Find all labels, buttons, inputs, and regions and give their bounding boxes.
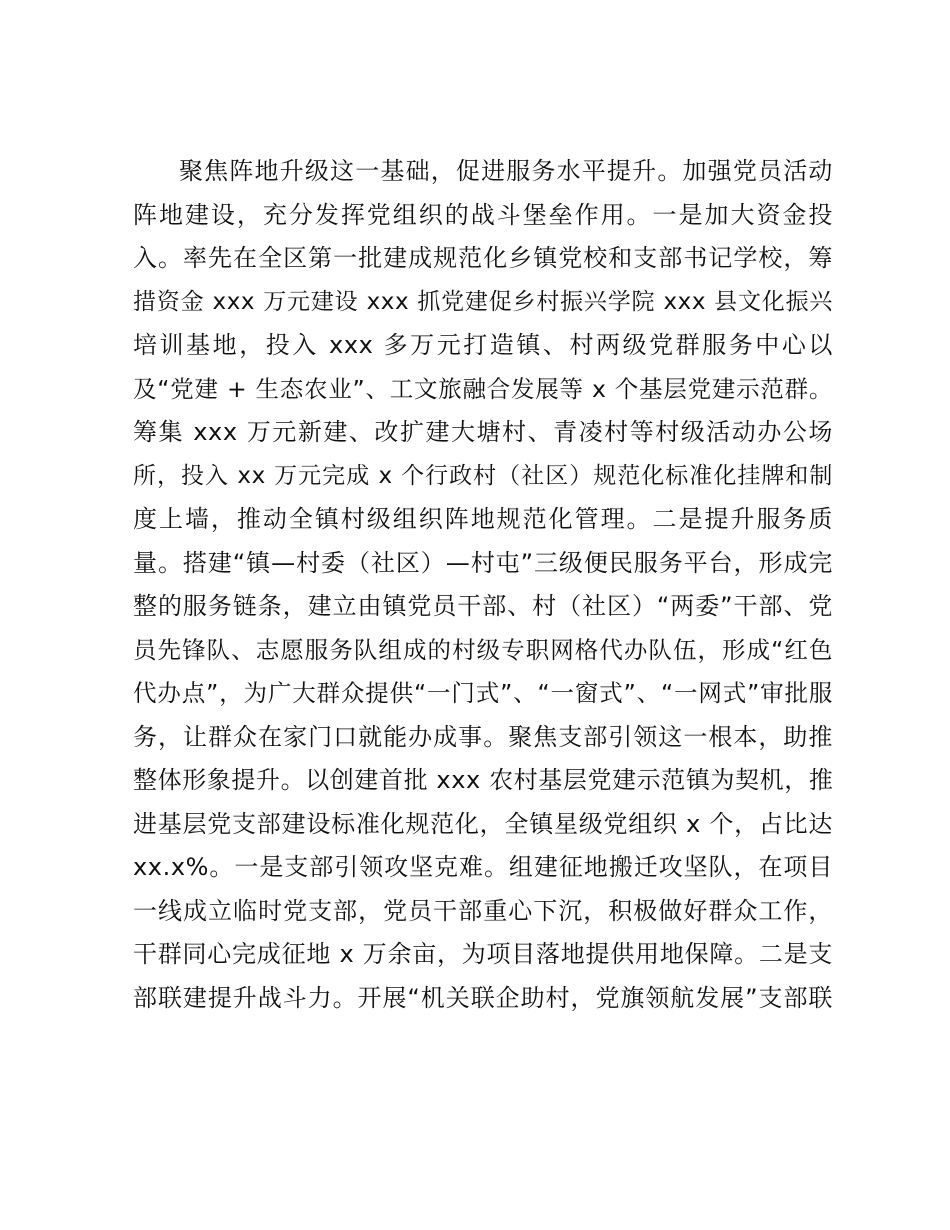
text-line: 务，让群众在家门口就能办成事。聚焦支部引领这一根本，助推 <box>133 722 833 751</box>
text-line: 入。率先在全区第一批建成规范化乡镇党校和支部书记学校，筹 <box>133 244 833 272</box>
text-line: 部联建提升战斗力。开展“机关联企助村，党旗领航发展”支部联 <box>133 983 833 1012</box>
text-line: 干群同心完成征地 x 万余亩，为项目落地提供用地保障。二是支 <box>133 940 833 968</box>
text-line: 整的服务链条，建立由镇党员干部、村（社区）“两委”干部、党 <box>133 592 833 620</box>
text-line: 阵地建设，充分发挥党组织的战斗堡垒作用。一是加大资金投 <box>133 200 833 229</box>
text-line: 所，投入 xx 万元完成 x 个行政村（社区）规范化标准化挂牌和制 <box>133 462 833 489</box>
text-line: 员先锋队、志愿服务队组成的村级专职网格代办队伍，形成“红色 <box>133 635 833 664</box>
text-line: 量。搭建“镇—村委（社区）—村屯”三级便民服务平台，形成完 <box>133 548 833 577</box>
text-line: 度上墙，推动全镇村级组织阵地规范化管理。二是提升服务质 <box>133 505 833 533</box>
text-line: 一线成立临时党支部，党员干部重心下沉，积极做好群众工作， <box>133 896 833 925</box>
text-line: 聚焦阵地升级这一基础，促进服务水平提升。加强党员活动 <box>179 157 833 185</box>
text-line: 代办点”，为广大群众提供“一门式”、“一窗式”、“一网式”审批服 <box>133 679 833 707</box>
text-line: xx.x%。一是支部引领攻坚克难。组建征地搬迁攻坚队，在项目 <box>133 853 833 881</box>
text-line: 培训基地，投入 xxx 多万元打造镇、村两级党群服务中心以 <box>133 331 833 359</box>
text-line: 筹集 xxx 万元新建、改扩建大塘村、青凌村等村级活动办公场 <box>133 418 833 446</box>
text-line: 进基层党支部建设标准化规范化，全镇星级党组织 x 个，占比达 <box>133 809 833 838</box>
text-line: 措资金 xxx 万元建设 xxx 抓党建促乡村振兴学院 xxx 县文化振兴 <box>133 288 833 315</box>
body-paragraph <box>133 150 833 1020</box>
text-line: 及“党建 + 生态农业”、工文旅融合发展等 x 个基层党建示范群。 <box>133 374 833 403</box>
text-line: 整体形象提升。以创建首批 xxx 农村基层党建示范镇为契机，推 <box>133 766 834 794</box>
